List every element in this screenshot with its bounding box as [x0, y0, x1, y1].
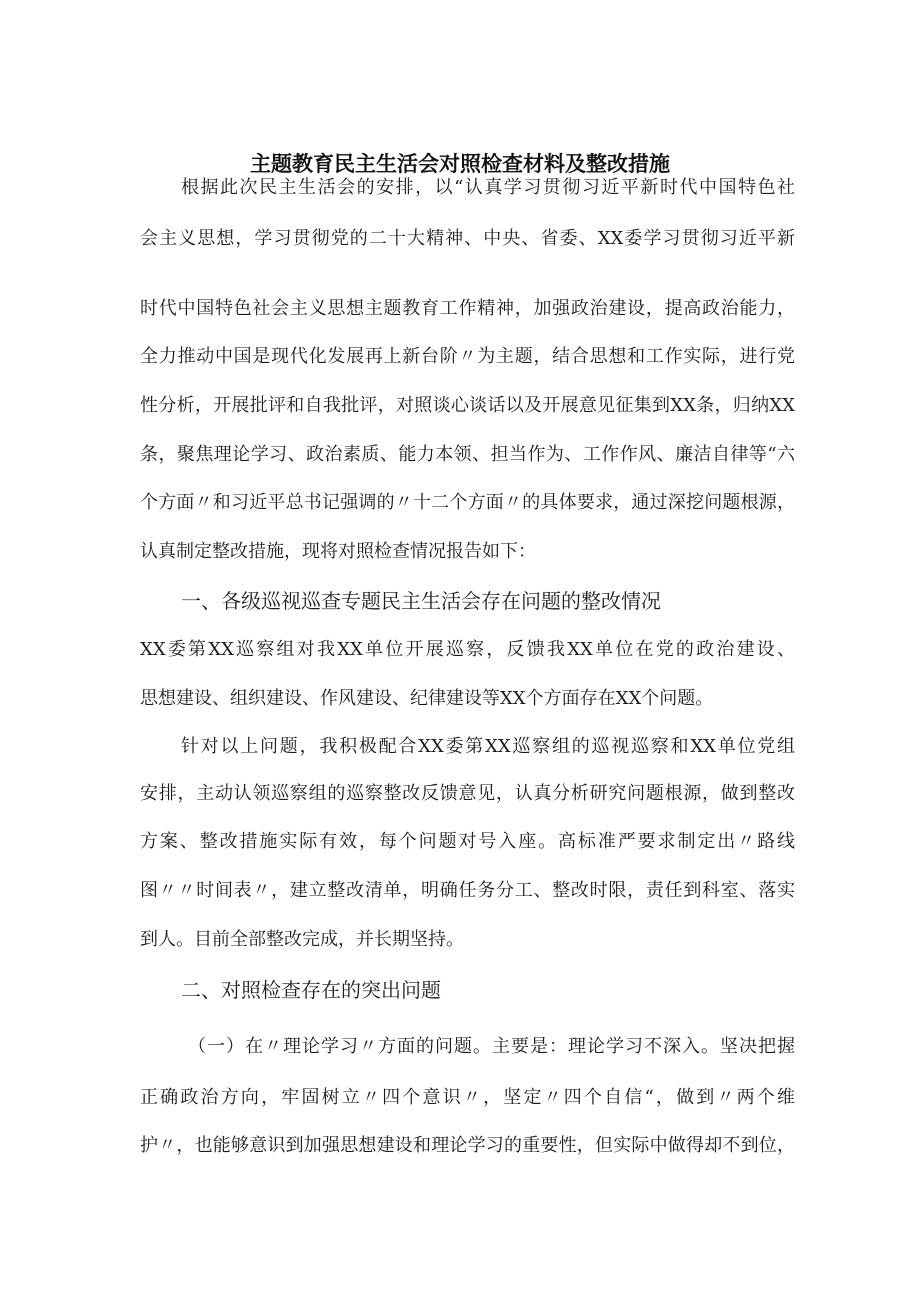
section2-p1-line: 正确政治方向，牢固树立〃四个意识〃，坚定〃四个自信“，做到〃两个维 — [140, 1087, 795, 1108]
intro-line: 根据此次民主生活会的安排，以“认真学习贯彻习近平新时代中国特色社 — [181, 177, 795, 198]
intro-line: 条，聚焦理论学习、政治素质、能力本领、担当作为、工作作风、廉洁自律等“六 — [140, 444, 795, 465]
section1-p2-line: 安排，主动认领巡察组的巡察整改反馈意见，认真分析研究问题根源，做到整改 — [140, 783, 795, 804]
section1-p1-line: 思想建设、组织建设、作风建设、纪律建设等XX个方面存在XX个问题。 — [140, 688, 714, 709]
intro-line: 认真制定整改措施，现将对照检查情况报告如下： — [140, 541, 536, 562]
intro-line: 全力推动中国是现代化发展再上新台阶〃为主题，结合思想和工作实际，进行党 — [140, 346, 795, 367]
section1-p2-line: 方案、整改措施实际有效，每个问题对号入座。高标准严要求制定出〃路线 — [140, 831, 795, 852]
section2-p1-line: 护〃，也能够意识到加强思想建设和理论学习的重要性，但实际中做得却不到位， — [140, 1135, 795, 1156]
intro-line: 性分析，开展批评和自我批评，对照谈心谈话以及开展意见征集到XX条，归纳XX — [140, 395, 795, 416]
document-title: 主题教育民主生活会对照检查材料及整改措施 — [250, 152, 670, 176]
section1-p1-line: XX委第XX巡察组对我XX单位开展巡察，反馈我XX单位在党的政治建设、 — [140, 639, 795, 660]
intro-line: 个方面〃和习近平总书记强调的〃十二个方面〃的具体要求，通过深挖问题根源， — [140, 492, 795, 513]
intro-line: 会主义思想，学习贯彻党的二十大精神、中央、省委、XX委学习贯彻习近平新 — [140, 228, 795, 249]
section1-p2-line: 针对以上问题，我积极配合XX委第XX巡察组的巡视巡察和XX单位党组 — [181, 736, 795, 757]
section1-heading: 一、各级巡视巡查专题民主生活会存在问题的整改情况 — [181, 589, 661, 613]
section1-p2-line: 到人。目前全部整改完成，并长期坚持。 — [140, 929, 464, 950]
section1-p2-line: 图〃〃时间表〃，建立整改清单，明确任务分工、整改时限，责任到科室、落实 — [140, 880, 795, 901]
section2-heading: 二、对照检查存在的突出问题 — [181, 978, 441, 1002]
intro-line: 时代中国特色社会主义思想主题教育工作精神，加强政治建设，提高政治能力， — [140, 298, 795, 319]
section2-p1-line: （一）在〃理论学习〃方面的问题。主要是：理论学习不深入。坚决把握 — [188, 1036, 795, 1057]
